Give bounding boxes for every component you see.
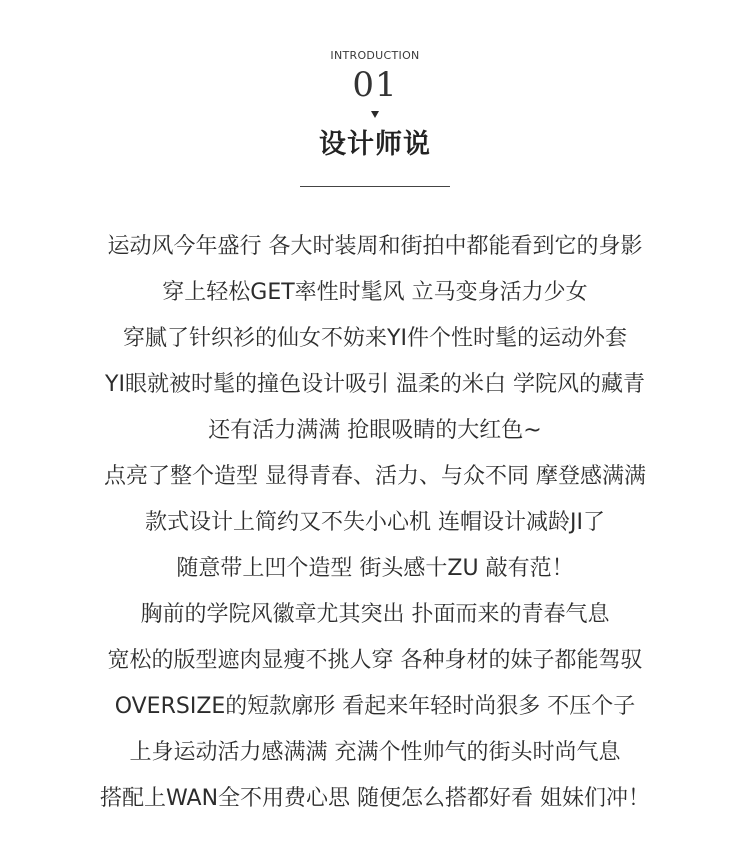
text-line: 上身运动活力感满满 充满个性帅气的街头时尚气息 bbox=[129, 740, 621, 765]
text-line: 穿上轻松GET率性时髦风 立马变身活力少女 bbox=[162, 280, 588, 305]
text-line: 胸前的学院风徽章尤其突出 扑面而来的青春气息 bbox=[140, 602, 610, 627]
title-divider bbox=[300, 186, 450, 187]
section-number: 01 bbox=[352, 65, 398, 105]
text-line: OVERSIZE的短款廓形 看起来年轻时尚狠多 不压个子 bbox=[114, 694, 636, 719]
text-line: 穿腻了针织衫的仙女不妨来YI件个性时髦的运动外套 bbox=[123, 326, 627, 351]
section-label: INTRODUCTION bbox=[330, 49, 420, 62]
description-text bbox=[0, 228, 750, 826]
text-line: YI眼就被时髦的撞色设计吸引 温柔的米白 学院风的藏青 bbox=[105, 372, 645, 397]
text-line: 点亮了整个造型 显得青春、活力、与众不同 摩登感满满 bbox=[104, 464, 646, 489]
text-line: 宽松的版型遮肉显瘦不挑人穿 各种身材的妹子都能驾驭 bbox=[107, 648, 643, 673]
text-line: 运动风今年盛行 各大时装周和街拍中都能看到它的身影 bbox=[107, 234, 643, 259]
text-line: 随意带上凹个造型 街头感十ZU 敲有范！ bbox=[176, 556, 574, 581]
text-line: 搭配上WAN全不用费心思 随便怎么搭都好看 姐妹们冲！ bbox=[99, 786, 651, 811]
section-title: 设计师说 bbox=[319, 129, 431, 160]
down-arrow-icon bbox=[371, 111, 379, 118]
text-line: 还有活力满满 抢眼吸睛的大红色~ bbox=[208, 418, 542, 443]
text-line: 款式设计上简约又不失小心机 连帽设计减龄JI了 bbox=[145, 510, 605, 535]
